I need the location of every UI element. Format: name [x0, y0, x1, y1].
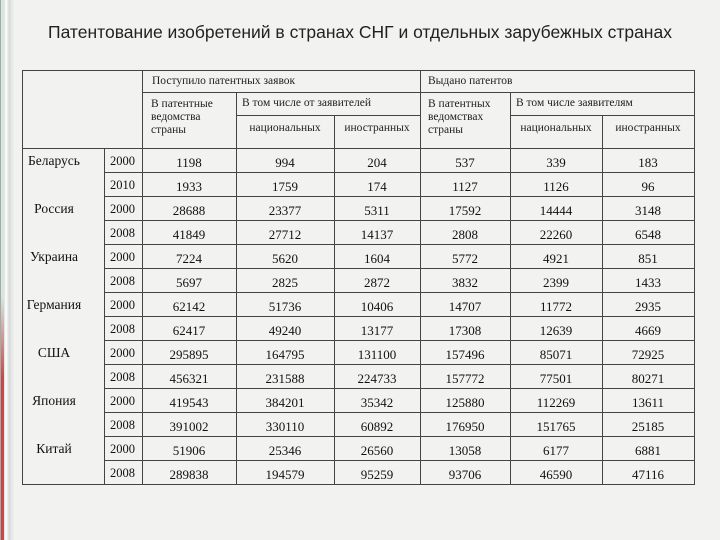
cell-patents-national: 339 — [546, 155, 566, 170]
cell-apps-national: 49240 — [268, 323, 302, 338]
page-title: Патентование изобретений в странах СНГ и отдельных зарубежных странах — [48, 22, 672, 42]
cell-apps-total: 295895 — [169, 347, 209, 362]
cell-apps-national: 1759 — [272, 179, 298, 194]
grid-line — [334, 115, 335, 485]
grid-line — [104, 148, 105, 485]
cell-apps-total: 7224 — [176, 251, 202, 266]
grid-line — [104, 220, 694, 221]
cell-patents-total: 537 — [455, 155, 475, 170]
cell-apps-foreign: 131100 — [357, 347, 397, 362]
cell-patents-foreign: 6881 — [635, 443, 661, 458]
country-label: Китай — [36, 441, 72, 456]
country-label: Япония — [32, 393, 76, 408]
cell-apps-national: 5620 — [272, 251, 298, 266]
cell-apps-total: 62417 — [172, 323, 206, 338]
cell-apps-foreign: 14137 — [360, 227, 394, 242]
country-label: США — [37, 345, 71, 360]
cell-apps-foreign: 224733 — [357, 371, 397, 386]
cell-apps-foreign: 10406 — [360, 299, 394, 314]
cell-patents-total: 176950 — [445, 419, 485, 434]
grid-line — [104, 364, 694, 365]
cell-apps-foreign: 26560 — [360, 443, 394, 458]
cell-apps-total: 5697 — [176, 275, 202, 290]
cell-patents-national: 77501 — [539, 371, 573, 386]
grid-line — [420, 70, 421, 485]
header-apps-national: национальных — [249, 122, 321, 134]
header-apps-from-applicants: В том числе от заявителей — [242, 97, 372, 109]
cell-patents-total: 1127 — [452, 179, 478, 194]
cell-apps-total: 391002 — [169, 419, 209, 434]
year-cell: 2000 — [110, 346, 135, 360]
grid-line — [142, 70, 143, 485]
year-cell: 2008 — [110, 322, 135, 336]
country-label: Россия — [34, 201, 74, 216]
grid-line — [510, 92, 511, 485]
cell-patents-national: 11772 — [539, 299, 573, 314]
cell-apps-total: 62142 — [172, 299, 206, 314]
cell-apps-national: 194579 — [265, 467, 305, 482]
cell-apps-total: 1933 — [176, 179, 202, 194]
cell-apps-total: 28688 — [172, 203, 206, 218]
cell-patents-total: 3832 — [452, 275, 478, 290]
cell-patents-national: 85071 — [539, 347, 573, 362]
cell-patents-foreign: 80271 — [631, 371, 665, 386]
header-patents-national: национальных — [520, 122, 592, 134]
cell-apps-total: 1198 — [176, 155, 202, 170]
cell-apps-total: 456321 — [169, 371, 209, 386]
cell-apps-national: 23377 — [268, 203, 302, 218]
cell-patents-national: 4921 — [543, 251, 569, 266]
grid-line — [104, 268, 694, 269]
cell-patents-foreign: 25185 — [631, 419, 665, 434]
grid-line — [602, 115, 603, 485]
cell-patents-total: 13058 — [448, 443, 482, 458]
year-cell: 2000 — [110, 298, 135, 312]
year-cell: 2008 — [110, 418, 135, 432]
header-patents-foreign: иностранных — [615, 122, 681, 134]
cell-apps-national: 384201 — [265, 395, 305, 410]
cell-patents-foreign: 72925 — [631, 347, 665, 362]
cell-patents-foreign: 13611 — [631, 395, 665, 410]
grid-line — [104, 388, 694, 389]
cell-patents-foreign: 1433 — [635, 275, 661, 290]
cell-apps-foreign: 13177 — [360, 323, 394, 338]
grid-line — [104, 172, 694, 173]
cell-apps-national: 994 — [275, 155, 295, 170]
cell-patents-national: 22260 — [539, 227, 573, 242]
cell-patents-total: 2808 — [452, 227, 478, 242]
grid-line — [22, 484, 694, 485]
cell-patents-foreign: 3148 — [635, 203, 661, 218]
cell-apps-national: 231588 — [265, 371, 305, 386]
cell-apps-foreign: 95259 — [360, 467, 394, 482]
cell-apps-foreign: 1604 — [364, 251, 390, 266]
cell-patents-national: 46590 — [539, 467, 573, 482]
year-cell: 2000 — [110, 394, 135, 408]
grid-line — [104, 316, 694, 317]
slide-edge-decoration — [0, 0, 14, 540]
header-patents-granted: Выдано патентов — [428, 75, 513, 87]
cell-patents-total: 93706 — [448, 467, 482, 482]
cell-patents-national: 12639 — [539, 323, 573, 338]
cell-patents-foreign: 96 — [641, 179, 655, 194]
cell-patents-total: 17592 — [448, 203, 482, 218]
grid-line — [104, 436, 694, 437]
year-cell: 2008 — [110, 466, 135, 480]
cell-apps-national: 25346 — [268, 443, 302, 458]
year-cell: 2008 — [110, 226, 135, 240]
cell-apps-foreign: 60892 — [360, 419, 394, 434]
grid-line — [142, 92, 694, 93]
cell-apps-total: 419543 — [169, 395, 209, 410]
header-apps-foreign: иностранных — [344, 122, 410, 134]
grid-line — [104, 244, 694, 245]
cell-apps-total: 51906 — [172, 443, 206, 458]
cell-apps-national: 2825 — [272, 275, 298, 290]
grid-line — [104, 412, 694, 413]
cell-apps-national: 51736 — [268, 299, 302, 314]
grid-line — [22, 148, 694, 149]
cell-patents-total: 5772 — [452, 251, 478, 266]
cell-patents-total: 14707 — [448, 299, 482, 314]
cell-patents-foreign: 47116 — [631, 467, 665, 482]
cell-apps-national: 164795 — [265, 347, 305, 362]
cell-patents-national: 6177 — [543, 443, 569, 458]
grid-line — [104, 196, 694, 197]
year-cell: 2008 — [110, 370, 135, 384]
cell-patents-total: 17308 — [448, 323, 482, 338]
cell-apps-foreign: 204 — [367, 155, 387, 170]
cell-apps-foreign: 35342 — [360, 395, 394, 410]
cell-apps-total: 289838 — [169, 467, 209, 482]
cell-patents-national: 112269 — [536, 395, 576, 410]
header-patents-to-applicants: В том числе заявителям — [516, 97, 633, 109]
year-cell: 2000 — [110, 250, 135, 264]
year-cell: 2010 — [110, 178, 135, 192]
cell-patents-national: 2399 — [543, 275, 569, 290]
country-label: Германия — [26, 297, 82, 312]
cell-apps-total: 41849 — [172, 227, 206, 242]
header-patents-in-offices: В патентных ведомствах страны — [428, 98, 491, 136]
cell-patents-foreign: 183 — [638, 155, 658, 170]
edge-stripe — [1, 0, 4, 540]
grid-line — [22, 70, 23, 485]
year-cell: 2000 — [110, 154, 135, 168]
cell-patents-total: 157496 — [445, 347, 485, 362]
cell-apps-national: 330110 — [265, 419, 305, 434]
cell-patents-national: 1126 — [543, 179, 569, 194]
header-apps-to-offices: В патентные ведомства страны — [151, 98, 213, 136]
cell-patents-foreign: 851 — [638, 251, 658, 266]
cell-patents-foreign: 2935 — [635, 299, 661, 314]
grid-line — [104, 292, 694, 293]
grid-line — [22, 70, 694, 71]
header-applications-received: Поступило патентных заявок — [152, 75, 296, 87]
grid-line — [236, 115, 420, 116]
cell-apps-national: 27712 — [268, 227, 302, 242]
grid-line — [104, 340, 694, 341]
cell-apps-foreign: 2872 — [364, 275, 390, 290]
cell-patents-total: 157772 — [445, 371, 485, 386]
cell-patents-national: 151765 — [536, 419, 576, 434]
cell-patents-total: 125880 — [445, 395, 485, 410]
cell-apps-foreign: 5311 — [364, 203, 390, 218]
year-cell: 2000 — [110, 442, 135, 456]
grid-line — [104, 460, 694, 461]
year-cell: 2008 — [110, 274, 135, 288]
country-label: Украина — [29, 249, 79, 264]
year-cell: 2000 — [110, 202, 135, 216]
cell-patents-foreign: 6548 — [635, 227, 661, 242]
cell-patents-foreign: 4669 — [635, 323, 661, 338]
grid-line — [694, 70, 695, 485]
grid-line — [236, 92, 237, 485]
cell-patents-national: 14444 — [539, 203, 573, 218]
country-label: Беларусь — [28, 153, 80, 168]
cell-apps-foreign: 174 — [367, 179, 387, 194]
